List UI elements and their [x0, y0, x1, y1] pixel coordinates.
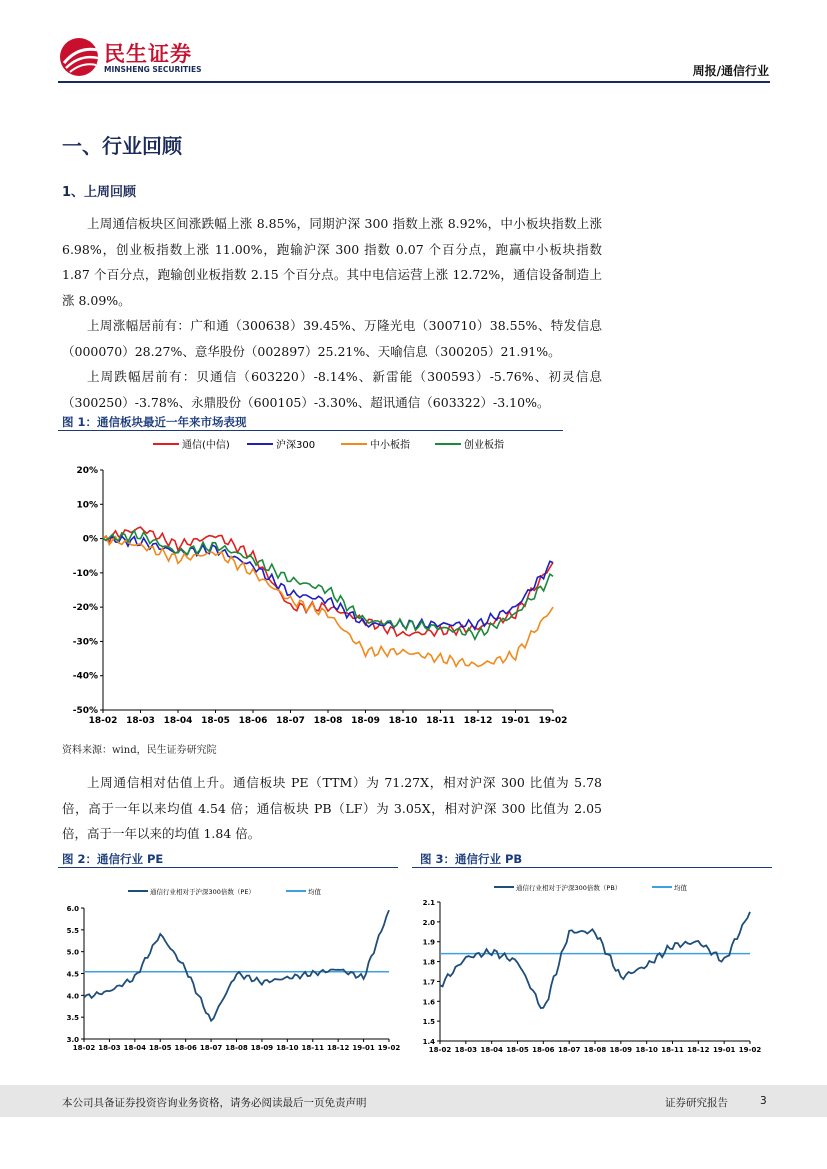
y-tick-label: 1.7 [422, 978, 435, 987]
x-tick-label: 18-12 [326, 1044, 350, 1052]
y-tick-label: 1.9 [422, 938, 435, 947]
logo-en: MINSHENG SECURITIES [104, 65, 202, 74]
y-tick-label: 20% [76, 466, 98, 476]
x-tick-label: 18-09 [351, 716, 380, 726]
y-tick-label: -30% [72, 637, 98, 648]
section-title: 一、行业回顾 [62, 134, 182, 158]
x-tick-label: 18-05 [149, 1044, 172, 1052]
logo-mark-icon [58, 36, 102, 78]
y-tick-label: -10% [72, 568, 98, 579]
x-tick-label: 18-11 [661, 1046, 684, 1054]
legend-label: 中小板指 [370, 440, 410, 451]
legend-label: 通信行业相对于沪深300倍数（PE） [150, 888, 255, 896]
paragraph-3: 上周跌幅居前有：贝通信（603220）-8.14%、新雷能（300593）-5.76%、初灵信息（300250）-3.78%、永鼎股份（600105）-3.30%、超讯通信（603322）-3.10%。 [62, 369, 602, 410]
x-tick-label: 18-07 [557, 1046, 581, 1054]
y-tick-label: -50% [72, 706, 98, 716]
paragraph-4: 上周通信相对估值上升。通信板块 PE（TTM）为 71.27X，相对沪深 300 比值为 5.78 倍，高于一年以来均值 4.54 倍；通信板块 PB（LF）为 3.05X，相对沪深 300 比值为 2.05 倍，高于一年以来的均值 1.84 倍。 [62, 775, 602, 841]
figure1-chart [58, 432, 568, 732]
x-tick-label: 18-06 [532, 1046, 555, 1054]
figure3-rule [412, 867, 772, 868]
report-type: 周报/通信行业 [692, 64, 769, 78]
paragraph-2: 上周涨幅居前有：广和通（300638）39.45%、万隆光电（300710）38.55%、特发信息（000070）28.27%、意华股份（002897）25.21%、天喻信息（300205）21.91%。 [62, 318, 602, 359]
y-tick-label: 1.5 [422, 1018, 435, 1027]
legend-label: 均值 [674, 884, 687, 892]
x-tick-label: 19-02 [377, 1044, 400, 1052]
x-tick-label: 18-02 [72, 1044, 96, 1052]
y-tick-label: 1.6 [422, 998, 435, 1007]
x-tick-label: 18-06 [238, 716, 268, 726]
figure1-source: 资料来源：wind，民生证券研究院 [62, 745, 217, 756]
section-subtitle: 1、上周回顾 [62, 185, 137, 200]
figure2-rule [58, 867, 398, 868]
x-tick-label: 18-03 [454, 1046, 478, 1054]
y-tick-label: 5.0 [66, 948, 79, 957]
y-tick-label: 2.1 [422, 899, 435, 907]
x-tick-label: 18-11 [426, 716, 455, 726]
legend-label: 创业板指 [464, 440, 504, 451]
figure2-chart [58, 872, 400, 1057]
paragraph-block [62, 211, 602, 415]
y-tick-label: 2.0 [422, 918, 435, 927]
paragraph-block-2 [62, 770, 602, 847]
x-tick-label: 18-03 [126, 716, 155, 726]
x-tick-label: 18-02 [428, 1046, 452, 1054]
x-tick-label: 18-09 [250, 1044, 274, 1052]
x-tick-label: 18-08 [225, 1044, 248, 1052]
legend-label: 沪深300 [276, 440, 316, 451]
x-tick-label: 18-06 [174, 1044, 197, 1052]
x-tick-label: 18-07 [276, 716, 305, 726]
figure3-title: 图 3：通信行业 PB [420, 852, 523, 866]
legend-label: 均值 [308, 888, 321, 896]
series-line-0 [84, 910, 389, 1021]
x-tick-label: 18-11 [301, 1044, 324, 1052]
logo-cn: 民生证券 [104, 42, 192, 66]
x-tick-label: 19-01 [352, 1044, 375, 1052]
x-tick-label: 18-08 [313, 716, 343, 726]
x-tick-label: 18-05 [201, 716, 230, 726]
x-tick-label: 19-01 [712, 1046, 736, 1054]
y-tick-label: 4.5 [66, 970, 79, 979]
y-tick-label: 10% [76, 500, 98, 511]
y-tick-label: 5.5 [66, 926, 79, 935]
y-tick-label: 1.8 [422, 958, 435, 967]
x-tick-label: 18-10 [388, 716, 418, 726]
y-tick-label: 3.5 [66, 1014, 79, 1023]
x-tick-label: 18-05 [506, 1046, 529, 1054]
x-tick-label: 18-10 [635, 1046, 658, 1054]
legend-label: 通信行业相对于沪深300倍数（PB） [516, 884, 622, 892]
paragraph-1: 上周通信板块区间涨跌幅上涨 8.85%，同期沪深 300 指数上涨 8.92%，中小板块指数上涨 6.98%，创业板指数上涨 11.00%，跑输沪深 300 指数 0.07 个百分点，跑赢中小板块指数 1.87 个百分点，跑输创业板指数 2.15 个百分点。其中电信运营上涨 12.72%，通信设备制造上涨 8.09%。 [62, 216, 602, 308]
x-tick-label: 18-09 [609, 1046, 633, 1054]
x-tick-label: 18-04 [163, 716, 193, 726]
y-tick-label: 3.0 [66, 1036, 79, 1044]
x-tick-label: 18-02 [88, 716, 118, 726]
x-tick-label: 18-10 [276, 1044, 299, 1052]
x-tick-label: 18-12 [687, 1046, 710, 1054]
x-tick-label: 18-08 [583, 1046, 607, 1054]
y-tick-label: 4.0 [66, 992, 79, 1001]
series-line-2 [103, 537, 553, 667]
x-tick-label: 19-02 [538, 716, 568, 726]
x-tick-label: 18-04 [480, 1046, 503, 1054]
series-line-0 [103, 527, 553, 636]
x-tick-label: 18-03 [98, 1044, 121, 1052]
y-tick-label: 0% [82, 534, 98, 545]
figure1-title: 图 1：通信板块最近一年来市场表现 [62, 415, 247, 429]
figure2-title: 图 2：通信行业 PE [62, 852, 164, 866]
footer-doc-type: 证券研究报告 [665, 1097, 728, 1109]
x-tick-label: 19-01 [501, 716, 530, 726]
x-tick-label: 18-12 [463, 716, 493, 726]
figure3-chart [412, 872, 772, 1057]
y-tick-label: 1.4 [422, 1038, 435, 1046]
logo [58, 36, 208, 78]
series-line-0 [440, 912, 750, 1008]
header-divider [58, 81, 770, 83]
page-number: 3 [760, 1095, 767, 1107]
y-tick-label: -20% [72, 603, 98, 614]
y-tick-label: -40% [72, 671, 98, 682]
x-tick-label: 19-02 [738, 1046, 762, 1054]
figure1-rule [58, 430, 563, 431]
footer-disclaimer: 本公司具备证券投资咨询业务资格，请务必阅读最后一页免责声明 [62, 1097, 367, 1109]
y-tick-label: 6.0 [66, 905, 79, 913]
legend-label: 通信(中信) [182, 440, 230, 451]
series-line-3 [103, 531, 553, 640]
x-tick-label: 18-07 [199, 1044, 223, 1052]
x-tick-label: 18-04 [123, 1044, 147, 1052]
